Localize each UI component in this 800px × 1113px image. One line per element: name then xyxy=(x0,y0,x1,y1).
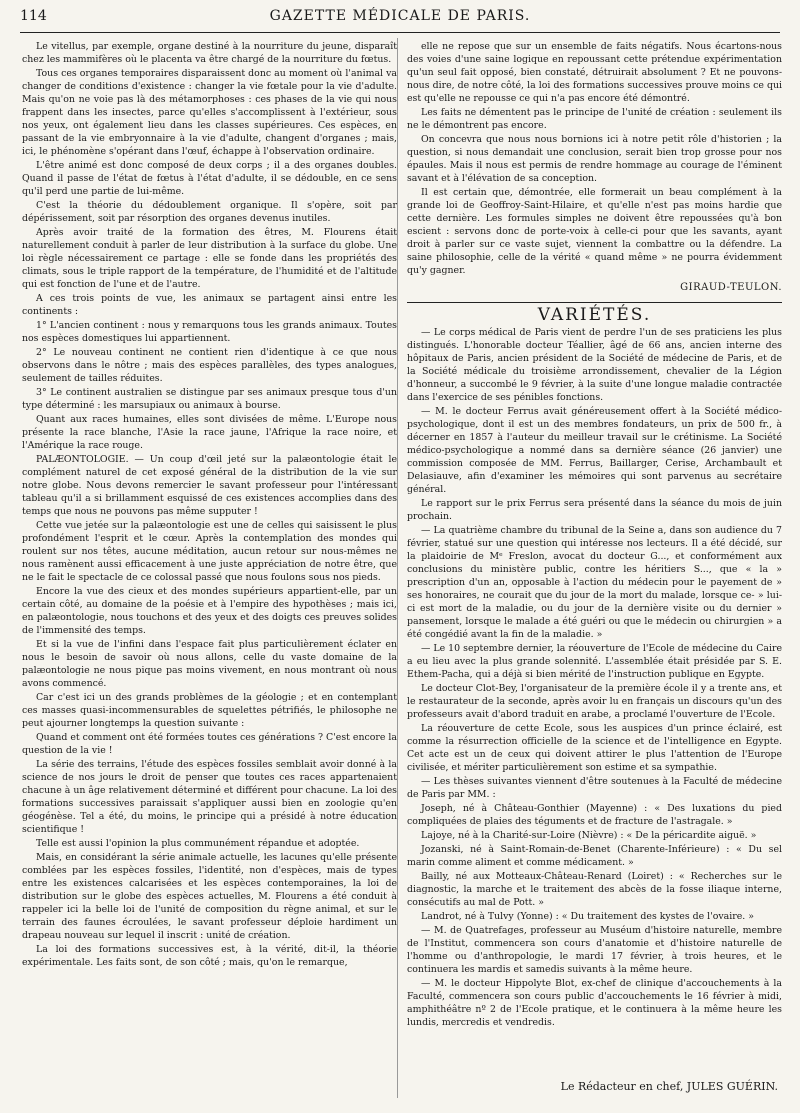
news-item: Le docteur Clot-Bey, l'organisateur de la première école il y a trente ans, et le restaurateur de la seconde, après avoir lu en français un discours qu'un des professeurs avait d'abord traduit en arabe, a proclamé l'ouverture de l'Ecole. xyxy=(407,683,782,720)
paragraph: La série des terrains, l'étude des espèces fossiles semblait avoir donné à la science de nos jours le droit de penser que toutes ces races appartenaient chacune à un âge relativement déterminé et différent pour chacune. La loi des formations successives paraissait s'appliquer aussi bien en zoologie qu'en géogénèse. Tel a été, du moins, le principe qui a présidé à notre éducation scientifique ! xyxy=(22,759,397,835)
paragraph: 3° Le continent australien se distingue par ses animaux presque tous d'un type déterminé : les marsupiaux ou animaux à bourse. xyxy=(22,387,397,411)
news-item: — La quatrième chambre du tribunal de la Seine a, dans son audience du 7 février, statué sur une question qui intéresse nos lecteurs. Il a été décidé, sur la plaidoirie de Mᵉ Freslon, avocat du docteur G..., et conformément aux conclusions du ministère public, contre les héritiers S..., que « la » prescription d'un an, opposable à l'action du médecin pour le payement de » ses honoraires, ne courait que du jour de la mort du malade, lorsque ce- » lui-ci est mort de la maladie, ou du jour de la dernière visite ou du dernier » pansement, lorsque le malade a été guéri ou que le médecin ou chirurgien » a été congédié avant la fin de la maladie. » xyxy=(407,525,782,640)
paragraph: Car c'est ici un des grands problèmes de la géologie ; et en contemplant ces masses quasi-incommensurables de squelettes pétrifiés, le philosophe ne peut ajourner longtemps la question suivante : xyxy=(22,692,397,729)
news-item: — M. le docteur Hippolyte Blot, ex-chef de clinique d'accouchements à la Faculté, commencera son cours public d'accouchements le 16 février à midi, amphithéâtre nº 2 de l'Ecole pratique, et le continuera à la même heure les lundis, mercredis et vendredis. xyxy=(407,978,782,1028)
journal-title: GAZETTE MÉDICALE DE PARIS. xyxy=(269,8,531,24)
news-item: — M. de Quatrefages, professeur au Muséum d'histoire naturelle, membre de l'Institut, commencera son cours d'anatomie et d'histoire naturelle de l'homme ou d'anthropologie, le mardi 17 février, à trois heures, et le continuera les mardis et samedis suivants à la même heure. xyxy=(407,925,782,975)
editor-footer: Le Rédacteur en chef, JULES GUÉRIN. xyxy=(560,1080,778,1093)
paragraph: PALÆONTOLOGIE. — Un coup d'œil jeté sur la palæontologie était le complément naturel de cet exposé général de la distribution de la vie sur notre globe. Nous devons remercier le savant professeur pour l'intéressant tableau qu'il a si brillamment esquissé de ces existences accomplies dans des temps que nous ne pouvons pas même supputer ! xyxy=(22,454,397,517)
left-column xyxy=(22,40,397,970)
paragraph: 2° Le nouveau continent ne contient rien d'identique à ce que nous observons dans le nôtre ; mais des espèces parallèles, des types analogues, seulement de tailles réduites. xyxy=(22,347,397,384)
news-item: — M. le docteur Ferrus avait généreusement offert à la Société médico-psychologique, dont il est un des membres fondateurs, un prix de 500 fr., à décerner en 1857 à l'auteur du meilleur travail sur le crétinisme. La Société médico-psychologique a nommé dans sa dernière séance (26 janvier) une commission composée de MM. Ferrus, Baillarger, Cerise, Archambault et Delasiauve, afin d'examiner les mémoires qui sont parvenus au secrétaire général. xyxy=(407,406,782,495)
paragraph: A ces trois points de vue, les animaux se partagent ainsi entre les continents : xyxy=(22,293,397,317)
paragraph: elle ne repose que sur un ensemble de faits négatifs. Nous écartons-nous des voies d'une saine logique en repoussant cette prétendue expérimentation qu'un seul fait opposé, bien constaté, détruirait absolument ? Et ne pouvons-nous dire, de notre côté, la loi des formations successives prouve moins ce qui est qu'elle ne repousse ce qui n'a pas encore été démontré. xyxy=(407,41,782,104)
paragraph: L'être animé est donc composé de deux corps ; il a des organes doubles. Quand il passe de l'état de fœtus à l'état d'adulte, il se dédouble, en ce sens qu'il perd une partie de lui-même. xyxy=(22,160,397,197)
news-item: — Les thèses suivantes viennent d'être soutenues à la Faculté de médecine de Paris par MM. : xyxy=(407,776,782,800)
paragraph: Les faits ne démentent pas le principe de l'unité de création : seulement ils ne le démontrent pas encore. xyxy=(407,107,782,131)
right-column xyxy=(407,40,782,1030)
paragraph: Quant aux races humaines, elles sont divisées de même. L'Europe nous présente la race blanche, l'Asie la race jaune, l'Afrique la race noire, et l'Amérique la race rouge. xyxy=(22,414,397,451)
section-title: VARIÉTÉS. xyxy=(537,305,652,325)
news-item: — Le corps médical de Paris vient de perdre l'un de ses praticiens les plus distingués. L'honorable docteur Téallier, âgé de 66 ans, ancien interne des hôpitaux de Paris, ancien président de la Société de médecine de Paris, et de la Société médicale du troisième arrondissement, chevalier de la Légion d'honneur, a succombé le 9 février, à la suite d'une longue maladie contractée dans l'exercice de ses pénibles fonctions. xyxy=(407,327,782,403)
news-item: Jozanski, né à Saint-Romain-de-Benet (Charente-Inférieure) : « Du sel marin comme aliment et comme médicament. » xyxy=(407,844,782,868)
paragraph: Le vitellus, par exemple, organe destiné à la nourriture du jeune, disparaît chez les mammifères où le placenta va être chargé de la nourriture du fœtus. xyxy=(22,41,397,65)
paragraph: Tous ces organes temporaires disparaissent donc au moment où l'animal va changer de conditions d'existence : changer la vie fœtale pour la vie d'adulte. Mais qu'on ne voie pas là des métamorphoses : ces phases de la vie qui nous frappent dans les insectes, parce qu'elles s'accomplissent à l'extérieur, sous nos yeux, ont également lieu dans les classes supérieures. Ces espèces, en passant de la vie embryonnaire à la vie d'adulte, changent d'organes ; mais, ici, le phénomène s'opérant dans l'œuf, échappe à l'observation ordinaire. xyxy=(22,68,397,157)
news-item: — Le 10 septembre dernier, la réouverture de l'Ecole de médecine du Caire a eu lieu avec la plus grande solennité. L'assemblée était présidée par S. E. Ethem-Pacha, qui a déjà si bien mérité de l'instruction publique en Egypte. xyxy=(407,643,782,680)
paragraph: Après avoir traité de la formation des êtres, M. Flourens était naturellement conduit à parler de leur distribution à la surface du globe. Une loi règle nécessairement ce partage : elle se fonde dans les propriétés des climats, sous le triple rapport de la température, de l'humidité et de l'altitude qui est fonction de l'une et de l'autre. xyxy=(22,227,397,290)
paragraph: 1° L'ancien continent : nous y remarquons tous les grands animaux. Toutes nos espèces domestiques lui appartiennent. xyxy=(22,320,397,344)
paragraph: Quand et comment ont été formées toutes ces générations ? C'est encore la question de la vie ! xyxy=(22,732,397,756)
page-number: 114 xyxy=(20,8,47,24)
news-item: Lajoye, né à la Charité-sur-Loire (Nièvre) : « De la péricardite aiguë. » xyxy=(421,830,757,841)
news-item: Joseph, né à Château-Gonthier (Mayenne) : « Des luxations du pied compliquées de plaies des téguments et de fracture de l'astragale. » xyxy=(407,803,782,827)
paragraph: Et si la vue de l'infini dans l'espace fait plus particulièrement éclater en nous le besoin de savoir où nous allons, celle du vaste domaine de la palæontologie ne nous pique pas moins vivement, en nous montrant où nous avons commencé. xyxy=(22,639,397,689)
news-item: Bailly, né aux Motteaux-Château-Renard (Loiret) : « Recherches sur le diagnostic, la marche et le traitement des abcès de la fosse iliaque interne, consécutifs au mal de Pott. » xyxy=(407,871,782,908)
paragraph: On concevra que nous nous bornions ici à notre petit rôle d'historien ; la question, si nous demandait une conclusion, serait bien trop grosse pour nos épaules. Mais il nous est permis de rendre hommage au courage de l'éminent savant et à l'élévation de sa conception. xyxy=(407,134,782,184)
page-header xyxy=(20,6,780,33)
paragraph: Il est certain que, démontrée, elle formerait un beau complément à la grande loi de Geoffroy-Saint-Hilaire, et qu'elle n'est pas moins hardie que cette dernière. Les formules simples ne doivent être repoussées qu'à bon escient : servons donc de porte-voix à celle-ci pour que les savants, ayant droit à parler sur ce vaste sujet, viennent la combattre ou la défendre. La saine philosophie, celle de la vérité « quand même » ne pourra évidemment qu'y gagner. xyxy=(407,187,782,276)
article-continuation xyxy=(407,40,782,277)
paragraph: Telle est aussi l'opinion la plus communément répandue et adoptée. xyxy=(36,838,360,849)
paragraph: Encore la vue des cieux et des mondes supérieurs appartient-elle, par un certain côté, au domaine de la poésie et à l'empire des hypothèses ; mais ici, en palæontologie, nous touchons et des yeux et des doigts ces preuves solides de l'immensité des temps. xyxy=(22,586,397,636)
column-divider xyxy=(397,38,398,1098)
news-item: La réouverture de cette Ecole, sous les auspices d'un prince éclairé, est comme la résurrection officielle de la science et de l'intelligence en Egypte. Cet acte est un de ceux qui doivent attirer le plus l'attention de l'Europe civilisée, et mériter particulièrement son estime et sa sympathie. xyxy=(407,723,782,773)
paragraph: Mais, en considérant la série animale actuelle, les lacunes qu'elle présente comblées par les espèces fossiles, l'identité, non d'espèces, mais de types entre les existences calcarisées et les espèces contemporaines, la loi de distribution sur le globe des espèces actuelles, M. Flourens a été conduit à rappeler ici la belle loi de l'unité de composition du règne animal, et sur le terrain des faunes écroulées, le savant professeur déploie hardiment un drapeau nouveau sur lequel il inscrit : unité de création. xyxy=(22,852,397,941)
news-item: Le rapport sur le prix Ferrus sera présenté dans la séance du mois de juin prochain. xyxy=(407,498,782,522)
varietes-news xyxy=(407,326,782,1029)
paragraph: Cette vue jetée sur la palæontologie est une de celles qui saisissent le plus profondément l'esprit et le cœur. Après la contemplation des mondes qui roulent sur nos têtes, aucune méditation, aucun retour sur nous-mêmes ne nous ramènent aussi efficacement à une juste appréciation de notre être, que ne le fait le spectacle de ce colossal passé que nous foulons sous nos pieds. xyxy=(22,520,397,583)
news-item: Landrot, né à Tulvy (Yonne) : « Du traitement des kystes de l'ovaire. » xyxy=(421,911,754,922)
section-divider xyxy=(407,302,782,303)
paragraph: La loi des formations successives est, à la vérité, dit-il, la théorie expérimentale. Les faits sont, de son côté ; mais, qu'on le remarque, xyxy=(22,944,397,968)
paragraph: C'est la théorie du dédoublement organique. Il s'opère, soit par dépérissement, soit par résorption des organes devenus inutiles. xyxy=(22,200,397,224)
author-signature: GIRAUD-TEULON. xyxy=(680,282,782,293)
